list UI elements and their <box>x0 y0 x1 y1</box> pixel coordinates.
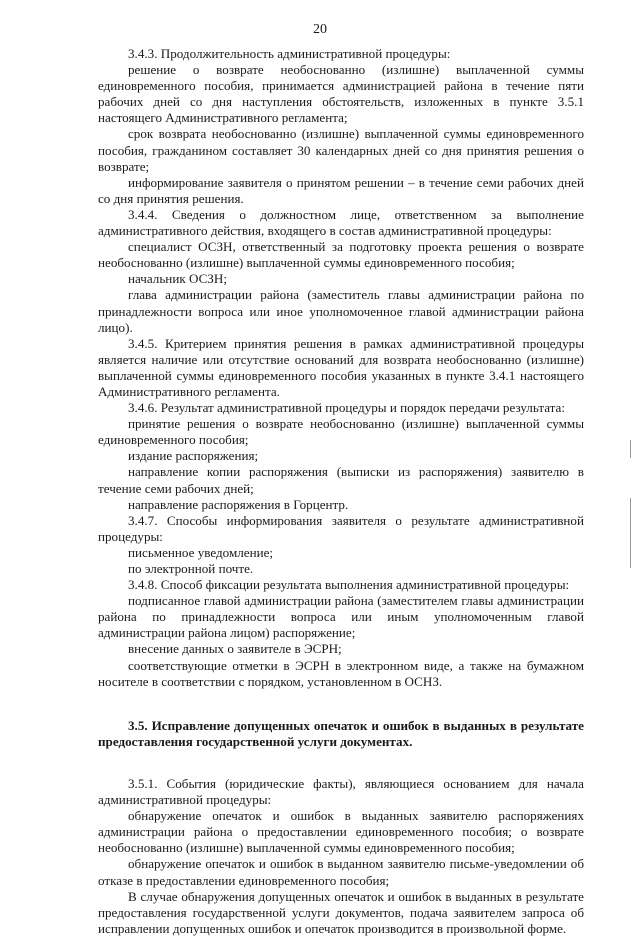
paragraph: соответствующие отметки в ЭСРН в электронном виде, а также на бумажном носителе в соответствии с порядком, установленном в ОСНЗ. <box>98 657 584 689</box>
paragraph: внесение данных о заявителе в ЭСРН; <box>128 641 342 657</box>
paragraph: подписанное главой администрации района (заместителем главы администрации района по принадлежности вопроса или иным уполномоченным главой администрации района лицом) распоряжение; <box>98 593 584 641</box>
paragraph: 3.4.5. Критерием принятия решения в рамках административной процедуры является наличие или отсутствие оснований для возврата необоснованно (излишне) выплаченной суммы единовременного пособия указанных в пункте 3.4.1 настоящего Административного регламента. <box>98 335 584 399</box>
paragraph: 3.4.6. Результат административной процедуры и порядок передачи результата: <box>128 400 566 416</box>
paragraph: принятие решения о возврате необоснованно (излишне) выплаченной суммы единовременного пособия; <box>98 416 584 448</box>
paragraph: решение о возврате необоснованно (излишне) выплаченной суммы единовременного пособия, принимается администрацией района в течение пяти рабочих дней со дня наступления обстоятельств, изложенных в пункте 3.5.1 настоящего Административного регламента; <box>98 62 584 126</box>
paragraph: В случае обнаружения допущенных опечаток и ошибок в выданных в результате предоставления государственной услуги документов, подача заявителем запроса об исправлении допущенных ошибок и опечаток производится в произвольной форме. <box>98 888 584 936</box>
paragraph: глава администрации района (заместитель главы администрации района по принадлежности вопроса или иное уполномоченное главой администрации района лицо). <box>98 287 584 335</box>
paragraph: начальник ОСЗН; <box>128 271 227 287</box>
paragraph: специалист ОСЗН, ответственный за подготовку проекта решения о возврате необоснованно (излишне) выплаченной суммы единовременного пособия; <box>98 239 584 271</box>
scan-edge-mark <box>630 498 631 568</box>
paragraph: срок возврата необоснованно (излишне) выплаченной суммы единовременного пособия, гражданином составляет 30 календарных дней со дня принятия решения о возврате; <box>98 126 584 174</box>
paragraph: письменное уведомление; <box>128 544 274 560</box>
section-heading: 3.5. Исправление допущенных опечаток и ошибок в выданных в результате предоставления государственной услуги документах. <box>98 717 584 749</box>
paragraph: по электронной почте. <box>128 561 254 576</box>
page-number: 20 <box>313 22 327 37</box>
paragraph: 3.4.8. Способ фиксации результата выполнения административной процедуры: <box>128 577 570 593</box>
paragraph: 3.4.4. Сведения о должностном лице, ответственном за выполнение административного действия, входящего в состав административной процедуры: <box>98 206 584 239</box>
paragraph: издание распоряжения; <box>128 448 259 464</box>
scan-edge-mark <box>630 440 631 458</box>
section-gap <box>98 690 584 718</box>
paragraph: обнаружение опечаток и ошибок в выданных заявителю распоряжениях администрации района о предоставлении единовременного пособия; о возврате необоснованно (излишне) выплаченной суммы единовременного пособия; <box>98 808 584 856</box>
paragraph: 3.4.7. Способы информирования заявителя о результате административной процедуры: <box>98 512 584 544</box>
paragraph: направление распоряжения в Горцентр. <box>128 496 349 512</box>
section-gap <box>98 750 584 776</box>
paragraph: направление копии распоряжения (выписки из распоряжения) заявителю в течение семи рабочих дней; <box>98 464 584 496</box>
document-body <box>98 46 584 937</box>
paragraph: информирование заявителя о принятом решении – в течение семи рабочих дней со дня принятия решения. <box>98 174 584 206</box>
paragraph: 3.4.3. Продолжительность административной процедуры: <box>128 46 451 61</box>
paragraph: 3.5.1. События (юридические факты), являющиеся основанием для начала административной процедуры: <box>98 775 584 808</box>
paragraph: обнаружение опечаток и ошибок в выданном заявителю письме-уведомлении об отказе в предоставлении единовременного пособия; <box>98 856 584 888</box>
